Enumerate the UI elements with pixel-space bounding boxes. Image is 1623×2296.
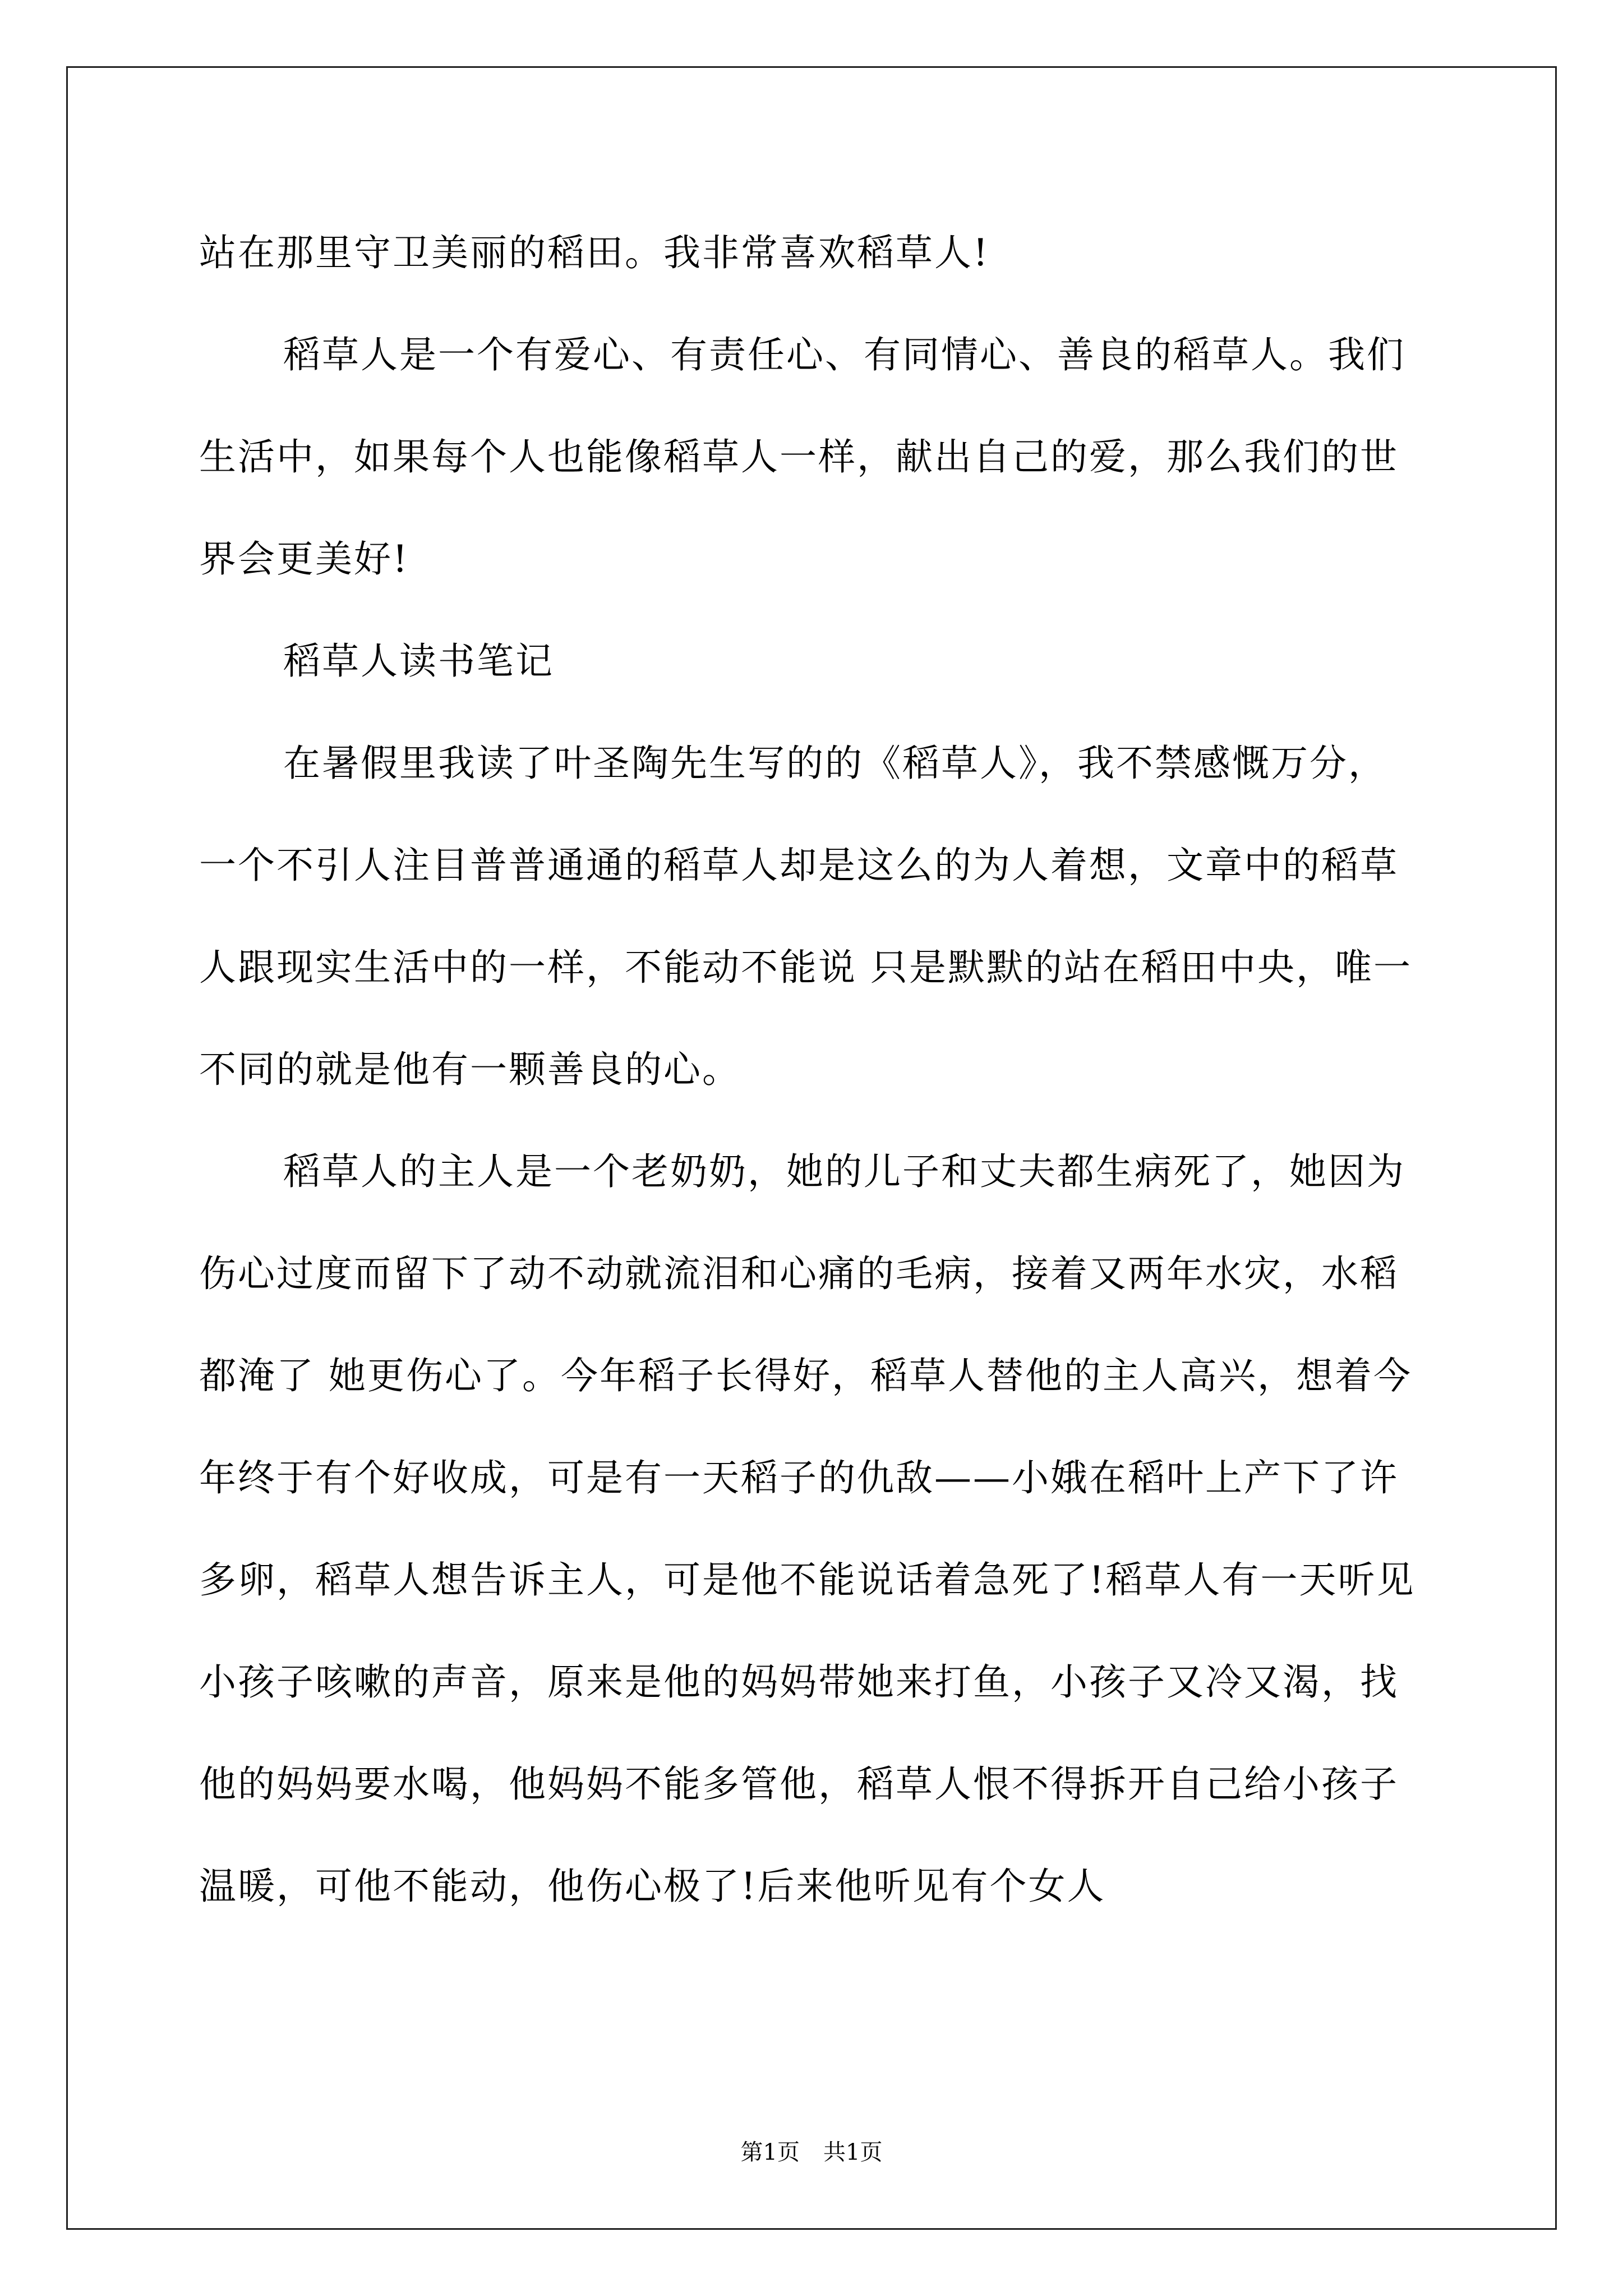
paragraph-4: 稻草人的主人是一个老奶奶，她的儿子和丈夫都生病死了，她因为伤心过度而留下了动不动就流泪和心痛的毛病，接着又两年水灾，水稻都淹了 她更伤心了。今年稻子长得好，稻草人替他的主人高兴，想着今年终于有个好收成，可是有一天稻子的仇敌——小娥在稻叶上产下了许多卵，稻草人想告诉主人，可是他不能说话着急死了!稻草人有一天听见小孩子咳嗽的声音，原来是他的妈妈带她来打鱼，小孩子又冷又渴，找他的妈妈要水喝，他妈妈不能多管他，稻草人恨不得拆开自己给小孩子温暖，可他不能动，他伤心极了!后来他听见有个女人: [199, 1150, 1415, 1908]
page-footer: [0, 2134, 1623, 2166]
section-heading: 稻草人读书笔记: [283, 639, 554, 683]
document-body: [199, 202, 1424, 1938]
paragraph-2: 稻草人是一个有爱心、有责任心、有同情心、善良的稻草人。我们生活中，如果每个人也能像稻草人一样，献出自己的爱，那么我们的世界会更美好!: [199, 333, 1405, 581]
paragraph-3: 在暑假里我读了叶圣陶先生写的的《稻草人》，我不禁感慨万分，一个不引人注目普普通通的稻草人却是这么的为人着想，文章中的稻草人跟现实生活中的一样，不能动不能说 只是默默的站在稻田中央，唯一不同的就是他有一颗善良的心。: [199, 742, 1412, 1091]
paragraph-1: 站在那里守卫美丽的稻田。我非常喜欢稻草人!: [199, 231, 990, 274]
page-number: 第1页: [740, 2139, 800, 2165]
page-total: 共1页: [823, 2139, 883, 2165]
